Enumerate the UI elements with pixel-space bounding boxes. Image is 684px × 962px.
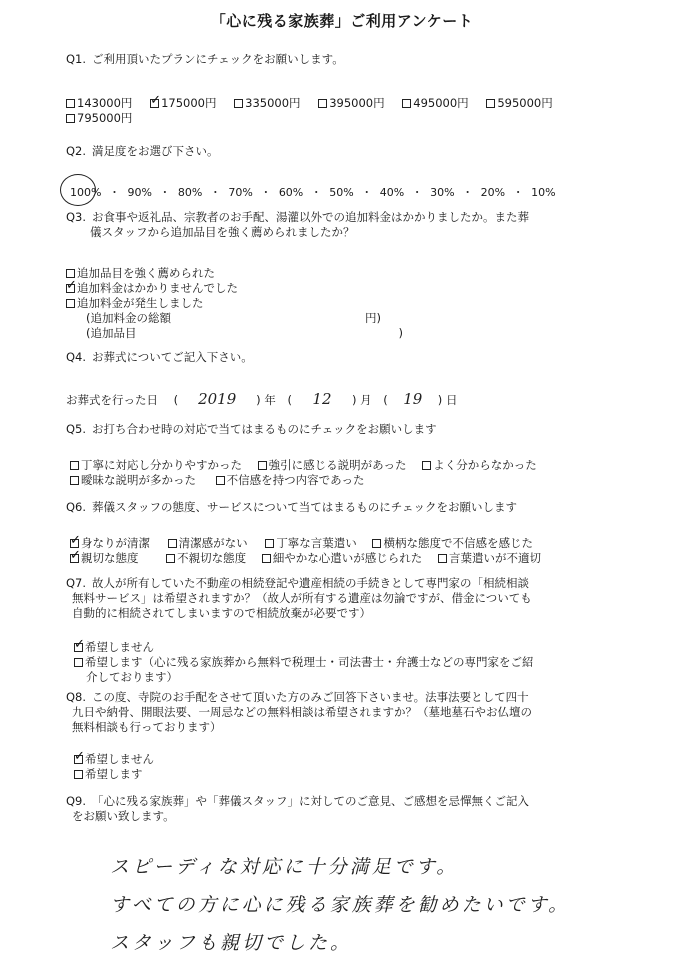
scale-dot: ・	[361, 186, 373, 199]
checkbox-icon[interactable]	[166, 554, 175, 563]
q3-option-strongly-recommended[interactable]: 追加品目を強く薦められた	[66, 266, 403, 281]
q6-option-clean-appearance[interactable]: ✓身なりが清潔	[70, 536, 150, 551]
scale-dot: ・	[108, 186, 120, 199]
q7-option-yes-continued: 介しております）	[86, 670, 178, 684]
q8-options	[74, 752, 154, 782]
q1-text: ご利用頂いたプランにチェックをお願いします。	[92, 52, 344, 66]
q8-question	[66, 690, 532, 735]
checkbox-icon[interactable]	[66, 99, 75, 108]
q7-text-line2: 無料サービス」は希望されますか？（故人が所有する遺産は勿論ですが、借金についても	[72, 591, 532, 605]
q6-option-not-clean[interactable]: 清潔感がない	[168, 536, 248, 551]
q4-day-input[interactable]: 19	[403, 390, 423, 408]
scale-10[interactable]: 10%	[531, 186, 556, 199]
month-unit: 月	[360, 393, 372, 407]
q8-option-yes[interactable]: 希望します	[74, 767, 154, 782]
q5-option-unclear[interactable]: よく分からなかった	[422, 458, 537, 473]
scale-dot: ・	[260, 186, 272, 199]
handwritten-comments[interactable]	[110, 848, 570, 962]
q3-number: Q3.	[66, 210, 87, 224]
q6-text: 葬儀スタッフの態度、サービスについて当てはまるものにチェックをお願いします	[92, 500, 517, 514]
scale-dot: ・	[310, 186, 322, 199]
q7-text-line1: 故人が所有していた不動産の相続登記や遺産相続の手続きとして専門家の「相続相談	[92, 576, 530, 590]
q3-option-extra-charge[interactable]: 追加料金が発生しました	[66, 296, 403, 311]
q6-number: Q6.	[66, 500, 87, 514]
scale-80[interactable]: 80%	[177, 186, 203, 199]
checkbox-icon[interactable]	[262, 554, 271, 563]
day-unit: 日	[445, 393, 458, 407]
scale-dot: ・	[462, 186, 474, 199]
q9-number: Q9.	[66, 794, 87, 808]
q1-options	[66, 96, 626, 126]
q1-option-395000[interactable]: 395000円	[318, 96, 384, 111]
scale-60[interactable]: 60%	[278, 186, 304, 199]
q1-option-795000[interactable]: 795000円	[66, 111, 132, 126]
q3-options	[66, 266, 403, 341]
checkbox-icon[interactable]	[168, 539, 177, 548]
checkbox-icon[interactable]	[70, 461, 79, 470]
q7-option-yes[interactable]: 希望します（心に残る家族葬から無料で税理士・司法書士・弁護士などの専門家をご紹	[74, 655, 534, 670]
checkbox-checked-icon[interactable]	[150, 99, 159, 108]
q4-number: Q4.	[66, 350, 87, 364]
checkbox-icon[interactable]	[372, 539, 381, 548]
q6-option-polite-language[interactable]: 丁寧な言葉遣い	[265, 536, 357, 551]
checkbox-icon[interactable]	[258, 461, 267, 470]
q5-option-distrust[interactable]: 不信感を持つ内容であった	[216, 473, 365, 488]
q8-text-line3: 無料相談も行っております）	[72, 720, 222, 734]
checkbox-icon[interactable]	[318, 99, 327, 108]
q3-option-no-extra-charge[interactable]: ✓追加料金はかかりませんでした	[66, 281, 403, 296]
scale-100[interactable]: 100%	[70, 186, 102, 199]
q5-text: お打ち合わせ時の対応で当てはまるものにチェックをお願いします	[92, 422, 437, 436]
scale-90[interactable]: 90%	[127, 186, 152, 199]
comment-line-1: スピーディな対応に十分満足です。	[110, 856, 459, 878]
q7-number: Q7.	[66, 576, 87, 590]
q6-option-unkind[interactable]: 不親切な態度	[166, 551, 246, 566]
q5-number: Q5.	[66, 422, 87, 436]
q5-option-vague[interactable]: 曖昧な説明が多かった	[70, 473, 196, 488]
checkbox-checked-icon[interactable]	[66, 284, 75, 293]
q6-option-arrogant[interactable]: 横柄な態度で不信感を感じた	[372, 536, 533, 551]
checkbox-checked-icon[interactable]	[74, 755, 83, 764]
q3-text-line1: お食事や返礼品、宗教者のお手配、湯灌以外での追加料金はかかりましたか。また葬	[92, 210, 530, 224]
q4-question	[66, 350, 253, 365]
checkbox-icon[interactable]	[438, 554, 447, 563]
q4-year-input[interactable]: 2019	[198, 390, 237, 408]
q6-option-kind[interactable]: ✓親切な態度	[70, 551, 139, 566]
scale-dot: ・	[159, 186, 171, 199]
q9-text-line1: 「心に残る家族葬」や「葬儀スタッフ」に対してのご意見、ご感想を忌憚無くご記入	[92, 794, 530, 808]
q8-option-no[interactable]: ✓希望しません	[74, 752, 154, 767]
q9-text-line2: をお願い致します。	[72, 809, 175, 823]
q3-extra-items-field[interactable]: (追加品目 )	[86, 326, 403, 340]
q1-option-595000[interactable]: 595000円	[486, 96, 552, 111]
checkbox-icon[interactable]	[402, 99, 411, 108]
q4-date-label: お葬式を行った日	[66, 393, 158, 407]
scale-dot: ・	[512, 186, 524, 199]
checkbox-checked-icon[interactable]	[70, 539, 79, 548]
checkbox-icon[interactable]	[66, 269, 75, 278]
q2-question	[66, 144, 219, 159]
comment-line-3: スタッフも親切でした。	[110, 932, 353, 954]
checkbox-icon[interactable]	[265, 539, 274, 548]
scale-20[interactable]: 20%	[480, 186, 506, 199]
scale-40[interactable]: 40%	[379, 186, 405, 199]
checkbox-checked-icon[interactable]	[70, 554, 79, 563]
q8-text-line1: この度、寺院のお手配をさせて頂いた方のみご回答下さいませ。法事法要として四十	[92, 690, 529, 704]
q6-options	[70, 536, 541, 566]
q2-number: Q2.	[66, 144, 87, 158]
q7-question	[66, 576, 532, 621]
q4-date-row: お葬式を行った日 ( 2019 ) 年 ( 12 ) 月 ( 19 ) 日	[66, 390, 458, 408]
checkbox-checked-icon[interactable]	[74, 643, 83, 652]
q1-option-175000[interactable]: ✓ 175000円	[150, 96, 216, 111]
q1-option-143000[interactable]: 143000円	[66, 96, 132, 111]
q4-text: お葬式についてご記入下さい。	[92, 350, 253, 364]
scale-dot: ・	[411, 186, 423, 199]
comment-line-2: すべての方に心に残る家族葬を勧めたいです。	[110, 894, 571, 916]
checkbox-icon[interactable]	[70, 476, 79, 485]
q2-scale	[70, 184, 560, 200]
q6-option-inappropriate-language[interactable]: 言葉遣いが不適切	[438, 551, 541, 566]
q3-total-amount-field[interactable]: (追加料金の総額 円)	[86, 311, 381, 325]
q5-question	[66, 422, 437, 437]
checkbox-icon[interactable]	[422, 461, 431, 470]
q5-option-pushy[interactable]: 強引に感じる説明があった	[258, 458, 407, 473]
checkbox-icon[interactable]	[74, 770, 83, 779]
q3-text-line2: 儀スタッフから追加品目を強く薦められましたか？	[90, 225, 355, 239]
q1-option-335000[interactable]: 335000円	[234, 96, 300, 111]
checkbox-icon[interactable]	[234, 99, 243, 108]
q7-options	[74, 640, 534, 685]
q6-option-attentive[interactable]: 細やかな心遣いが感じられた	[262, 551, 423, 566]
q8-number: Q8.	[66, 690, 87, 704]
q6-question	[66, 500, 517, 515]
checkbox-icon[interactable]	[216, 476, 225, 485]
checkbox-icon[interactable]	[486, 99, 495, 108]
checkbox-icon[interactable]	[66, 299, 75, 308]
scale-dot: ・	[209, 186, 221, 199]
q5-options	[70, 458, 537, 488]
q7-option-no[interactable]: ✓希望しません	[74, 640, 534, 655]
checkbox-icon[interactable]	[74, 658, 83, 667]
scale-50[interactable]: 50%	[329, 186, 354, 199]
survey-title: 「心に残る家族葬」ご利用アンケート	[210, 12, 474, 30]
q7-text-line3: 自動的に相続されてしまいますので相続放棄が必要です）	[72, 606, 371, 620]
q9-question	[66, 794, 529, 824]
q5-option-polite[interactable]: 丁寧に対応し分かりやすかった	[70, 458, 242, 473]
q2-text: 満足度をお選び下さい。	[92, 144, 219, 158]
q4-month-input[interactable]: 12	[312, 390, 332, 408]
year-unit: 年	[264, 393, 276, 407]
checkbox-icon[interactable]	[66, 114, 75, 123]
scale-70[interactable]: 70%	[228, 186, 253, 199]
scale-30[interactable]: 30%	[430, 186, 455, 199]
q1-option-495000[interactable]: 495000円	[402, 96, 468, 111]
q8-text-line2: 九日や納骨、開眼法要、一周忌などの無料相談は希望されますか？（墓地墓石やお仏壇の	[72, 705, 532, 719]
q3-question	[66, 210, 529, 240]
q1-number: Q1.	[66, 52, 87, 66]
q1-question	[66, 52, 344, 67]
